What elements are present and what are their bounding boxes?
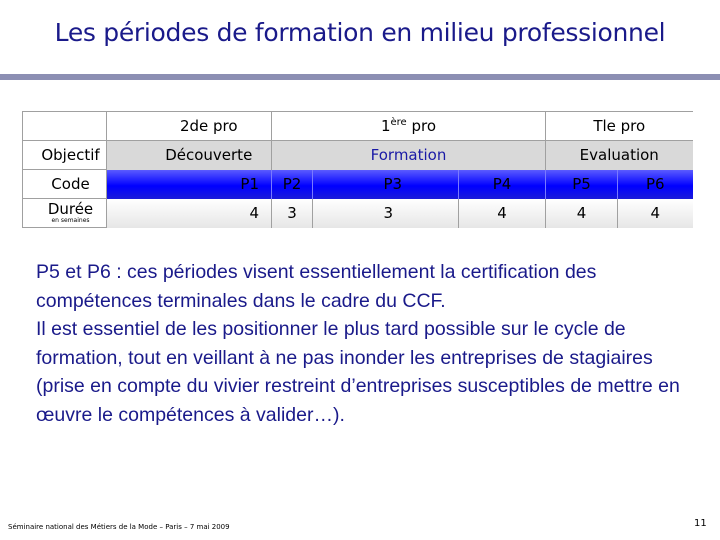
duree-cell: 4	[459, 199, 546, 228]
code-cell: P6	[618, 170, 693, 199]
duree-cell: 4	[618, 199, 693, 228]
table-row-objectif	[23, 141, 693, 170]
page-title: Les périodes de formation en milieu professionnel	[54, 18, 666, 47]
code-cell: P1	[147, 170, 272, 199]
periods-table	[22, 111, 693, 228]
duree-cell: 3	[372, 199, 459, 228]
duree-pad	[107, 199, 147, 228]
table-row-duree	[23, 199, 693, 228]
table-corner-cell	[23, 112, 107, 141]
level-2de-pad	[107, 112, 147, 141]
code-cell: P3	[372, 170, 459, 199]
code-pad	[313, 170, 372, 199]
code-cell: P5	[546, 170, 618, 199]
objectif-decouverte: Découverte	[147, 141, 272, 170]
objectif-formation: Formation	[272, 141, 546, 170]
code-pad	[107, 170, 147, 199]
duree-pad	[313, 199, 372, 228]
paragraph-lead: P5 et P6 :	[36, 261, 122, 283]
row-label-code: Code	[23, 170, 107, 199]
page-number: 11	[694, 518, 707, 529]
level-2de: 2de pro	[147, 112, 272, 141]
explanation-text	[36, 258, 706, 429]
objectif-evaluation: Evaluation	[546, 141, 693, 170]
paragraph-positionnement: Il est essentiel de les positionner le plus tard possible sur le cycle de formation, tout en veillant à ne pas inonder les entreprises de stagiaires (prise en compte du vivier restreint d’entreprises susceptibles de mettre en œuvre le compétences à valider…).	[36, 318, 680, 426]
duree-cell: 3	[272, 199, 313, 228]
title-divider	[0, 74, 720, 80]
duree-cell: 4	[546, 199, 618, 228]
paragraph-certification: P5 et P6 : ces périodes visent essentiellement la certification des compétences terminales dans le cadre du CCF.	[36, 261, 597, 312]
duree-cell: 4	[147, 199, 272, 228]
table-row-levels	[23, 112, 693, 141]
level-1ere: 1ère pro	[272, 112, 546, 141]
row-label-objectif: Objectif	[23, 141, 107, 170]
objectif-pad	[107, 141, 147, 170]
code-cell: P2	[272, 170, 313, 199]
level-tle: Tle pro	[546, 112, 693, 141]
table-row-code	[23, 170, 693, 199]
row-label-duree: Durée en semaines	[23, 199, 107, 228]
footer-text: Séminaire national des Métiers de la Mode – Paris – 7 mai 2009	[8, 523, 230, 531]
code-cell: P4	[459, 170, 546, 199]
